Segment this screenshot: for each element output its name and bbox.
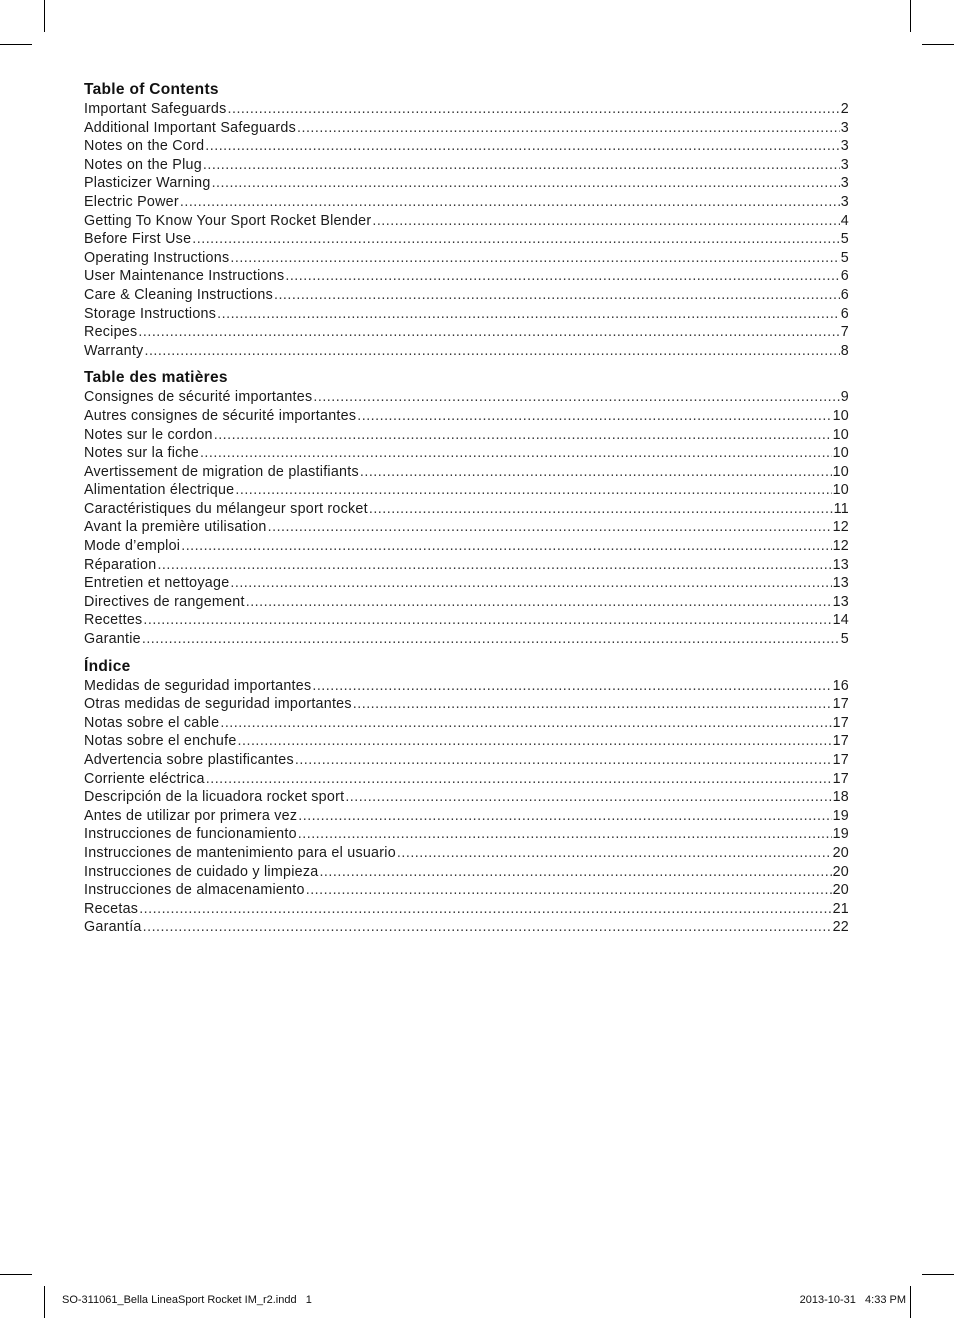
- toc-entry-page: 17: [832, 714, 849, 731]
- toc-entry-page: 6: [840, 286, 849, 303]
- dot-leader: [313, 389, 839, 405]
- toc-entry-label: Instrucciones de almacenamiento: [84, 882, 305, 899]
- crop-mark: [44, 1286, 45, 1318]
- dot-leader: [139, 901, 831, 917]
- toc-entry: [84, 519, 849, 538]
- dot-leader: [217, 306, 840, 322]
- dot-leader: [306, 882, 832, 898]
- dot-leader: [297, 120, 840, 136]
- toc-entry-label: Recettes: [84, 612, 143, 629]
- crop-mark: [922, 1274, 954, 1275]
- toc-entry-label: User Maintenance Instructions: [84, 268, 285, 285]
- toc-entry-label: Consignes de sécurité importantes: [84, 389, 313, 406]
- crop-mark: [910, 1286, 911, 1318]
- toc-entry-label: Avant la première utilisation: [84, 519, 267, 536]
- toc-entry-page: 3: [840, 175, 849, 192]
- toc-entry: [84, 901, 849, 920]
- dot-leader: [192, 231, 840, 247]
- toc-entry-page: 5: [840, 631, 849, 648]
- toc-entry: [84, 864, 849, 883]
- toc-section: [84, 80, 849, 361]
- toc-entry-page: 16: [832, 677, 849, 694]
- dot-leader: [345, 789, 831, 805]
- toc-entry: [84, 287, 849, 306]
- toc-entry-label: Recipes: [84, 324, 138, 341]
- toc-entry-label: Storage Instructions: [84, 305, 217, 322]
- toc-section: [84, 368, 849, 649]
- toc-entry: [84, 427, 849, 446]
- toc-entry: [84, 575, 849, 594]
- toc-entry: [84, 408, 849, 427]
- dot-leader: [298, 826, 832, 842]
- section-title: Table of Contents: [84, 81, 219, 98]
- dot-leader: [285, 268, 839, 284]
- toc-entry: [84, 919, 849, 938]
- toc-entry-page: 14: [832, 612, 849, 629]
- toc-entry-label: Medidas de seguridad importantes: [84, 677, 312, 694]
- dot-leader: [205, 138, 840, 154]
- toc-entry: [84, 306, 849, 325]
- toc-entry: [84, 120, 849, 139]
- toc-entry-label: Caractéristiques du mélangeur sport rocket: [84, 500, 368, 517]
- toc-entry: [84, 175, 849, 194]
- dot-leader: [357, 408, 831, 424]
- toc-entry-label: Notas sobre el enchufe: [84, 733, 237, 750]
- toc-entry-page: 3: [840, 138, 849, 155]
- dot-leader: [268, 519, 832, 535]
- dot-leader: [200, 445, 832, 461]
- dot-leader: [274, 287, 840, 303]
- toc-entry-page: 11: [833, 500, 849, 517]
- toc-entry-label: Garantie: [84, 631, 141, 648]
- toc-entry: [84, 157, 849, 176]
- dot-leader: [298, 808, 831, 824]
- toc-entry-label: Notes on the Cord: [84, 138, 205, 155]
- dot-leader: [238, 733, 832, 749]
- toc-entry: [84, 715, 849, 734]
- dot-leader: [230, 575, 831, 591]
- toc-entry-page: 13: [832, 593, 849, 610]
- toc-entry-label: Warranty: [84, 342, 144, 359]
- toc-entry: [84, 250, 849, 269]
- toc-entry: [84, 538, 849, 557]
- toc-entry-page: 8: [840, 342, 849, 359]
- toc-entry: [84, 343, 849, 362]
- toc-entry: [84, 631, 849, 650]
- toc-entry-page: 18: [832, 789, 849, 806]
- toc-entry: [84, 557, 849, 576]
- toc-entry-page: 3: [840, 119, 849, 136]
- dot-leader: [144, 343, 839, 359]
- toc-entry-label: Descripción de la licuadora rocket sport: [84, 789, 345, 806]
- toc-entry: [84, 771, 849, 790]
- crop-mark: [0, 44, 32, 45]
- crop-mark: [910, 0, 911, 32]
- toc-entry-label: Otras medidas de seguridad importantes: [84, 696, 352, 713]
- toc-entry-label: Plasticizer Warning: [84, 175, 211, 192]
- dot-leader: [206, 771, 832, 787]
- toc-entry-label: Notes sur la fiche: [84, 445, 199, 462]
- toc-entry-page: 17: [832, 770, 849, 787]
- toc-entry-page: 17: [832, 733, 849, 750]
- toc-entry-page: 5: [840, 249, 849, 266]
- dot-leader: [246, 594, 832, 610]
- dot-leader: [295, 752, 832, 768]
- toc-entry-page: 12: [832, 519, 849, 536]
- toc-entry: [84, 138, 849, 157]
- toc-entry: [84, 501, 849, 520]
- toc-entry-page: 6: [840, 305, 849, 322]
- dot-leader: [230, 250, 839, 266]
- toc-entry: [84, 882, 849, 901]
- toc-entry-page: 4: [840, 212, 849, 229]
- toc-entry-label: Garantía: [84, 919, 142, 936]
- toc-entry-label: Antes de utilizar por primera vez: [84, 807, 298, 824]
- dot-leader: [212, 175, 840, 191]
- toc-entry-label: Care & Cleaning Instructions: [84, 286, 273, 303]
- toc-entry-page: 10: [832, 463, 849, 480]
- toc-entry-page: 12: [832, 538, 849, 555]
- toc-entry-label: Notes sur le cordon: [84, 426, 213, 443]
- toc-entry-label: Recetas: [84, 900, 139, 917]
- toc-entry-label: Before First Use: [84, 231, 192, 248]
- toc-entry: [84, 101, 849, 120]
- toc-entry-label: Instrucciones de cuidado y limpieza: [84, 863, 319, 880]
- dot-leader: [203, 157, 840, 173]
- toc-entry-page: 10: [832, 445, 849, 462]
- toc-entry-page: 10: [832, 482, 849, 499]
- dot-leader: [143, 612, 831, 628]
- toc-entry: [84, 826, 849, 845]
- dot-leader: [143, 919, 832, 935]
- toc-entry: [84, 194, 849, 213]
- dot-leader: [360, 464, 832, 480]
- crop-mark: [44, 0, 45, 32]
- file-slug: SO-311061_Bella LineaSport Rocket IM_r2.indd 1: [62, 1294, 312, 1306]
- dot-leader: [312, 678, 831, 694]
- toc-entry-page: 13: [832, 556, 849, 573]
- toc-entry-label: Additional Important Safeguards: [84, 119, 297, 136]
- toc-entry: [84, 231, 849, 250]
- toc-entry-page: 2: [840, 101, 849, 117]
- dot-leader: [138, 324, 839, 340]
- toc-entry-page: 3: [840, 156, 849, 173]
- toc-entry-label: Getting To Know Your Sport Rocket Blender: [84, 212, 372, 229]
- dot-leader: [319, 864, 831, 880]
- toc-entry: [84, 445, 849, 464]
- table-of-contents: [84, 80, 849, 938]
- toc-entry-page: 19: [832, 807, 849, 824]
- dot-leader: [397, 845, 832, 861]
- toc-entry: [84, 789, 849, 808]
- toc-entry: [84, 268, 849, 287]
- toc-entry-label: Avertissement de migration de plastifiants: [84, 463, 359, 480]
- crop-mark: [922, 44, 954, 45]
- toc-entry: [84, 808, 849, 827]
- toc-entry-page: 5: [840, 231, 849, 248]
- toc-entry-page: 10: [832, 407, 849, 424]
- toc-entry: [84, 464, 849, 483]
- toc-entry-page: 10: [832, 426, 849, 443]
- dot-leader: [220, 715, 831, 731]
- toc-entry-page: 20: [832, 882, 849, 899]
- toc-entry-label: Operating Instructions: [84, 249, 230, 266]
- dot-leader: [181, 538, 831, 554]
- toc-entry-page: 3: [840, 193, 849, 210]
- toc-entry-label: Réparation: [84, 556, 157, 573]
- toc-entry-page: 7: [840, 324, 849, 341]
- toc-entry: [84, 324, 849, 343]
- toc-entry: [84, 696, 849, 715]
- section-title: Índice: [84, 657, 131, 675]
- dot-leader: [353, 696, 832, 712]
- toc-entry-label: Mode d’emploi: [84, 538, 181, 555]
- toc-entry-page: 19: [832, 826, 849, 843]
- toc-entry: [84, 213, 849, 232]
- toc-entry-page: 21: [832, 900, 849, 917]
- toc-section: [84, 657, 849, 938]
- toc-entry: [84, 482, 849, 501]
- toc-entry: [84, 594, 849, 613]
- toc-entry-label: Entretien et nettoyage: [84, 575, 230, 592]
- toc-entry: [84, 733, 849, 752]
- toc-entry-label: Corriente eléctrica: [84, 770, 205, 787]
- toc-entry-page: 20: [832, 863, 849, 880]
- dot-leader: [214, 427, 832, 443]
- toc-entry-page: 22: [832, 919, 849, 936]
- crop-mark: [0, 1274, 32, 1275]
- dot-leader: [228, 101, 840, 117]
- dot-leader: [142, 631, 840, 647]
- toc-entry: [84, 845, 849, 864]
- toc-entry: [84, 612, 849, 631]
- toc-entry-label: Instrucciones de mantenimiento para el usuario: [84, 844, 396, 861]
- dot-leader: [180, 194, 840, 210]
- toc-entry-page: 20: [832, 844, 849, 861]
- toc-entry-label: Important Safeguards: [84, 101, 227, 117]
- toc-entry-page: 17: [832, 696, 849, 713]
- dot-leader: [372, 213, 839, 229]
- toc-entry-label: Instrucciones de funcionamiento: [84, 826, 297, 843]
- toc-entry: [84, 389, 849, 408]
- toc-entry: [84, 678, 849, 697]
- toc-entry-label: Autres consignes de sécurité importantes: [84, 407, 357, 424]
- dot-leader: [369, 501, 833, 517]
- toc-entry-page: 13: [832, 575, 849, 592]
- toc-entry-page: 17: [832, 752, 849, 768]
- toc-entry: [84, 752, 849, 771]
- dot-leader: [235, 482, 831, 498]
- toc-entry-label: Notas sobre el cable: [84, 714, 220, 731]
- toc-entry-page: 9: [840, 389, 849, 406]
- toc-entry-page: 6: [840, 268, 849, 285]
- toc-entry-label: Electric Power: [84, 193, 179, 210]
- timestamp-slug: 2013-10-31 4:33 PM: [799, 1294, 906, 1306]
- section-title: Table des matières: [84, 369, 228, 387]
- toc-entry-label: Directives de rangement: [84, 593, 245, 610]
- toc-entry-label: Alimentation électrique: [84, 482, 235, 499]
- toc-entry-label: Advertencia sobre plastificantes: [84, 752, 294, 768]
- dot-leader: [157, 557, 831, 573]
- toc-entry-label: Notes on the Plug: [84, 156, 202, 173]
